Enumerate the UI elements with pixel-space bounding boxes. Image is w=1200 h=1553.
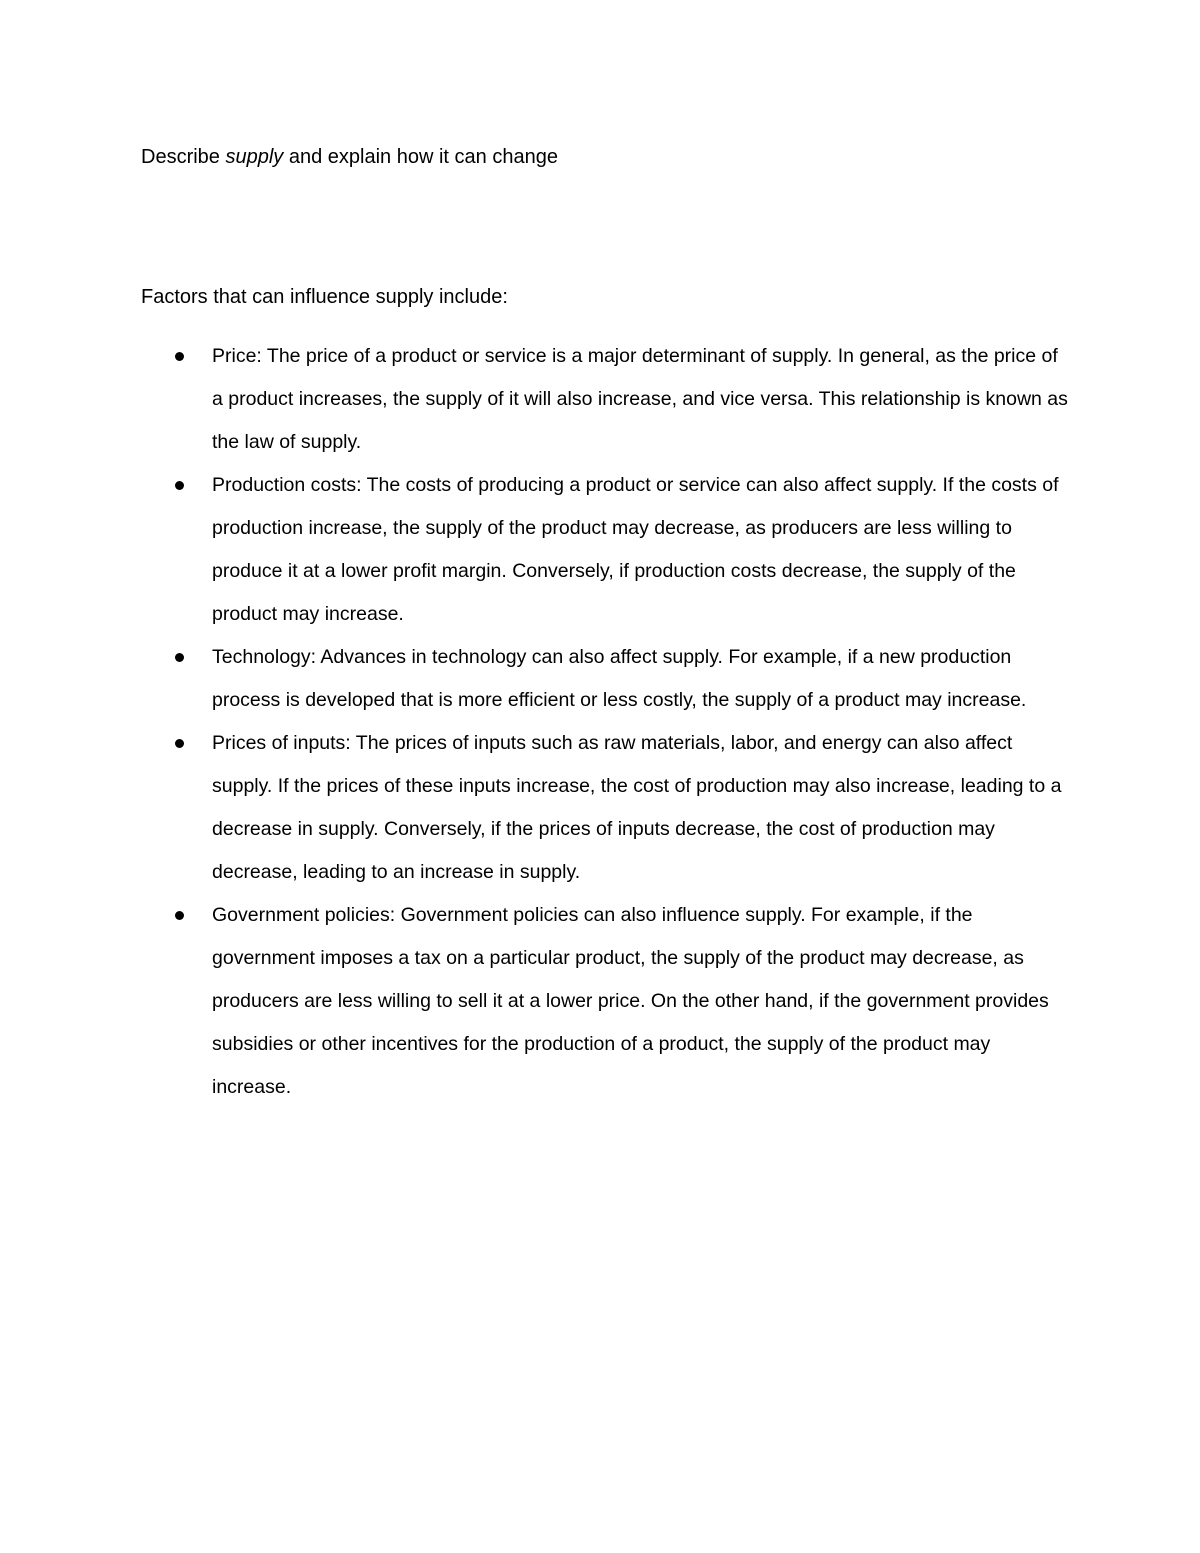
factors-intro: Factors that can influence supply include: — [141, 286, 508, 308]
factor-list — [212, 335, 1072, 1109]
bullet-icon — [175, 911, 184, 920]
factor-item-technology — [212, 636, 1072, 722]
factor-text: Production costs: The costs of producing a product or service can also affect supply. If the costs of production increase, the supply of the product may decrease, as producers are less willing to produce it at a lower profit margin. Conversely, if production costs decrease, the supply of the product may increase. — [212, 474, 1059, 625]
factor-text: Price: The price of a product or service is a major determinant of supply. In general, as the price of a product increases, the supply of it will also increase, and vice versa. This relationship is known as the law of supply. — [212, 345, 1068, 453]
factor-text: Technology: Advances in technology can also affect supply. For example, if a new production process is developed that is more efficient or less costly, the supply of a product may increase. — [212, 646, 1027, 711]
factor-text: Prices of inputs: The prices of inputs such as raw materials, labor, and energy can also affect supply. If the prices of these inputs increase, the cost of production may also increase, leading to a decrease in supply. Conversely, if the prices of inputs decrease, the cost of production may decrease, leading to an increase in supply. — [212, 732, 1062, 883]
bullet-icon — [175, 352, 184, 361]
bullet-icon — [175, 481, 184, 490]
title-emphasis: supply — [225, 146, 284, 168]
title-prefix: Describe — [141, 146, 226, 168]
factor-item-prices-of-inputs — [212, 722, 1072, 894]
factor-item-price — [212, 335, 1072, 464]
factor-item-production-costs — [212, 464, 1072, 636]
document-title — [141, 143, 558, 171]
title-suffix: and explain how it can change — [283, 146, 558, 168]
factor-item-government-policies — [212, 894, 1072, 1109]
bullet-icon — [175, 653, 184, 662]
bullet-icon — [175, 739, 184, 748]
factor-text: Government policies: Government policies can also influence supply. For example, if the government imposes a tax on a particular product, the supply of the product may decrease, as producers are less willing to sell it at a lower price. On the other hand, if the government provides subsidies or other incentives for the production of a product, the supply of the product may increase. — [212, 904, 1049, 1098]
